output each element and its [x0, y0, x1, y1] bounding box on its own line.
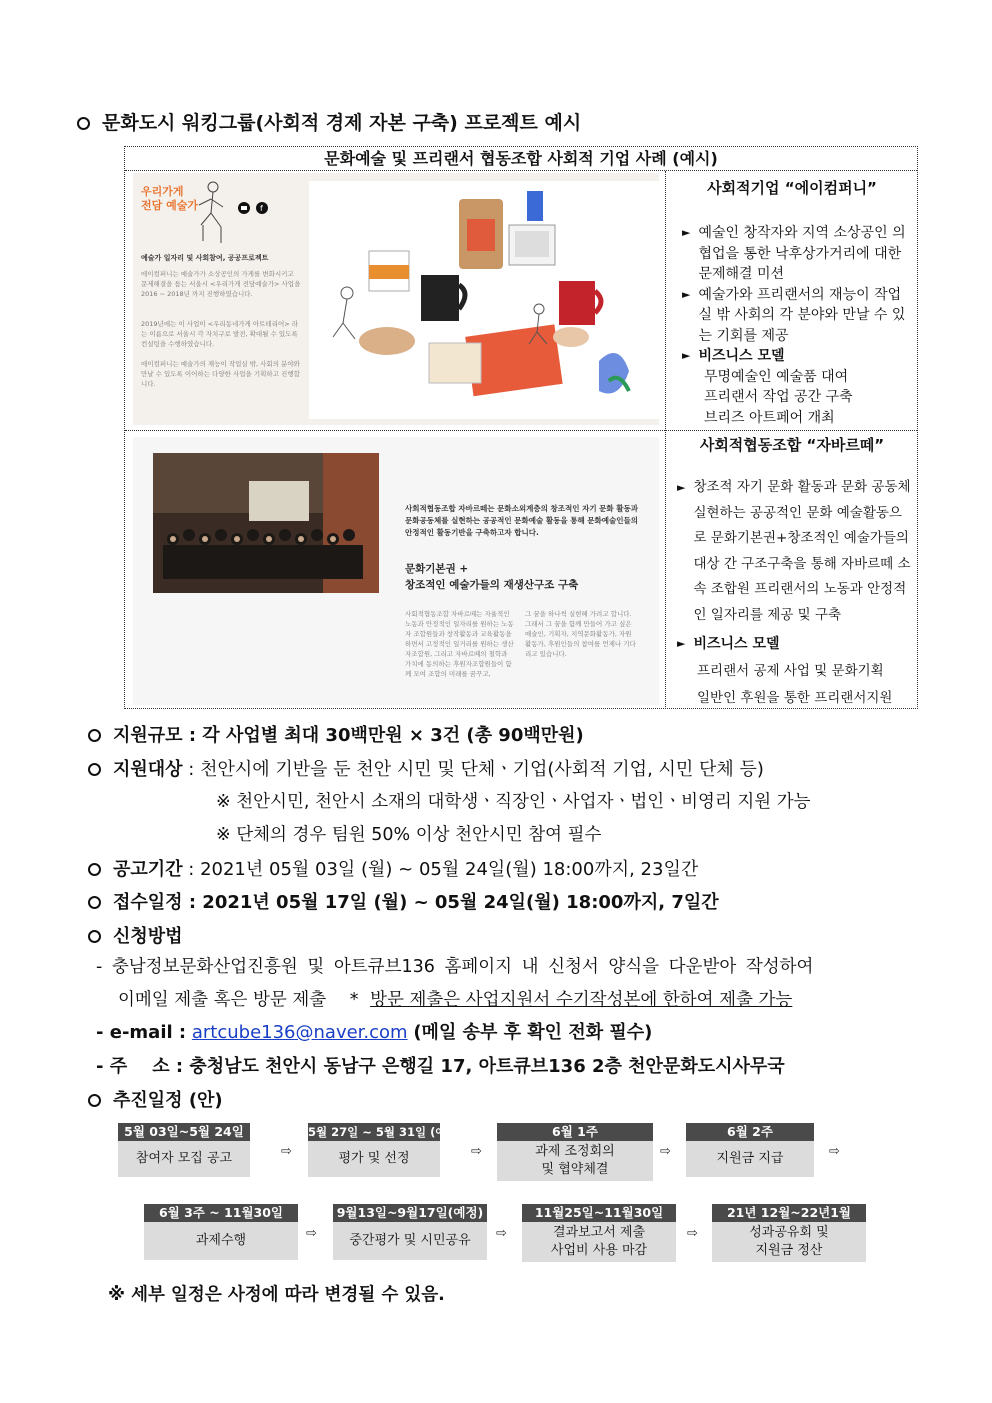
- arrow-right-icon: ⇨: [687, 1226, 698, 1241]
- announcement-row: 공고기간 : 2021년 05월 03일 (월) ~ 05월 24일(월) 18:00까지, 23일간: [88, 855, 698, 881]
- triangle-bullet-icon: ►: [682, 349, 691, 362]
- business-model-item: 프리랜서 작업 공간 구축: [704, 389, 853, 405]
- reception-row: 접수일정 : 2021년 05월 17일 (월) ~ 05월 24일(월) 18:00까지, 7일간: [88, 888, 719, 914]
- acompany-subtitle: 예술가 일자리 및 사회참여, 공공프로젝트: [141, 254, 269, 262]
- support-target-row: 지원대상 : 천안시에 기반을 둔 천안 시민 및 단체ㆍ기업(사회적 기업, 시민 단체 등): [88, 755, 764, 781]
- business-model-label: ► 비즈니스 모델: [682, 346, 910, 367]
- email-row: - e-mail : artcube136@naver.com (메일 송부 후 확인 전화 필수): [96, 1022, 653, 1043]
- svg-text:f: f: [260, 204, 263, 213]
- jabarte-heading: 문화기본권 + 창조적인 예술가들의 재생산구조 구축: [405, 563, 579, 591]
- schedule-step: [144, 1204, 298, 1260]
- business-model-item: 프리랜서 공제 사업 및 문화기획: [697, 663, 884, 679]
- acompany-para: 에이컴퍼니는 예술가가 소상공인의 가게를 변화시키고 문제해결을 돕는 서울시 <우리가게 전담예술가> 사업을 2016 ~ 2018년 까지 진행하였습니다.: [141, 270, 301, 298]
- business-model-item: 브리즈 아트페어 개최: [704, 409, 835, 426]
- schedule-heading: 추진일정 (안): [88, 1086, 223, 1112]
- apply-method-line: - 충남정보문화산업진흥원 및 아트큐브136 홈페이지 내 신청서 양식을 다운받아 작성하여: [96, 957, 814, 977]
- support-target-note: ※ 단체의 경우 팀원 50% 이상 천안시민 참여 필수: [216, 825, 602, 845]
- acompany-para: 에이컴퍼니는 예술가의 재능이 작업실 밖, 사회의 분야와 만날 수 있도록 이어하는 다양한 사업을 기획하고 진행합니다.: [141, 360, 300, 388]
- acompany-logo: 우리가게 전담 예술가: [141, 185, 198, 212]
- support-scale-row: 지원규모 : 각 사업별 최대 30백만원 × 3건 (총 90백만원): [88, 721, 584, 747]
- arrow-right-icon: ⇨: [471, 1144, 482, 1159]
- business-model-label: ► 비즈니스 모델: [677, 630, 913, 658]
- schedule-task: 평가 및 선정: [308, 1141, 440, 1177]
- schedule-step: [333, 1204, 487, 1260]
- list-item: ► 예술가와 프리랜서의 재능이 작업실 밖 사회의 각 분야와 만날 수 있는 기회를 제공: [682, 285, 910, 347]
- address-row: - 주 소 : 충청남도 천안시 동남구 은행길 17, 아트큐브136 2층 천안문화도시사무국: [96, 1056, 785, 1077]
- triangle-bullet-icon: ►: [677, 637, 686, 650]
- schedule-task: 중간평가 및 시민공유: [333, 1222, 487, 1260]
- jabarte-column: 사회적협동조합 자바르떼는 자율적인 노동과 안정적인 일자리를 원하는 노동자 조합원들과 창작활동과 교육활동을 하면서 고정적인 일거리를 원하는 생산자조합원, 그리고 자바르떼의 철학과 가치에 동의하는 후원자조합원들이 함께 모여 조합의 미래를 꿈꾸고,: [405, 610, 514, 678]
- business-model-item: 무명예술인 예술품 대여: [704, 368, 849, 385]
- circle-bullet-icon: [88, 896, 101, 909]
- circle-bullet-icon: [88, 930, 101, 943]
- jabarte-intro: 사회적협동조합 자바르떼는 문화소외계층의 창조적인 자기 문화 활동과 문화공동체를 실현하는 공공적인 문화예술 활동을 통해 문화예술인들의 안정적인 활동기반을 구축하고자 합니다.: [405, 504, 639, 537]
- arrow-right-icon: ⇨: [281, 1144, 292, 1159]
- apply-method-heading: 신청방법: [88, 922, 183, 948]
- schedule-step: [712, 1204, 866, 1262]
- list-item: ► 예술인 창작자와 지역 소상공인 의 협업을 통한 낙후상가거리에 대한 문제해결 미션: [682, 223, 910, 285]
- schedule-step: [497, 1123, 653, 1181]
- example-table: [124, 146, 918, 709]
- case2-bullets: [677, 475, 913, 712]
- schedule-task: 지원금 지급: [686, 1141, 814, 1177]
- circle-bullet-icon: [88, 863, 101, 876]
- circle-bullet-icon: [88, 729, 101, 742]
- schedule-task: 참여자 모집 공고: [118, 1141, 250, 1177]
- circle-bullet-icon: [88, 1094, 101, 1107]
- products-illustration: [309, 181, 659, 419]
- business-model-item: 일반인 후원을 통한 프리랜서지원: [697, 690, 893, 706]
- schedule-task: 과제 조정회의 및 협약체결: [497, 1141, 653, 1181]
- schedule-task: 결과보고서 제출 사업비 사용 마감: [522, 1222, 676, 1262]
- list-item: ► 창조적 자기 문화 활동과 문화 공동체 실현하는 공공적인 문화 예술활동으로 문화기본권+창조적인 예술가들의 대상 간 구조구축을 통해 자바르떼 소속 조합원 프리랜서의 노동과 안정적인 일자리를 제공 및 구축: [677, 475, 913, 628]
- arrow-right-icon: ⇨: [306, 1226, 317, 1241]
- case1-bullets: [682, 223, 910, 428]
- schedule-task: 과제수행: [144, 1222, 298, 1260]
- social-icons: [237, 201, 271, 215]
- acompany-para: 2019년에는 이 사업이 <우리동네가게 아트테리어> 라는 이름으로 서울시 각 자치구로 발전, 확대될 수 있도록 컨설팅을 수행하였습니다.: [141, 320, 299, 348]
- circle-bullet-icon: [88, 763, 101, 776]
- triangle-bullet-icon: ►: [682, 287, 691, 301]
- schedule-date: 6월 2주: [686, 1123, 814, 1141]
- apply-method-line: 이메일 제출 혹은 방문 제출 * 방문 제출은 사업지원서 수기작성본에 한하여 제출 가능: [118, 990, 793, 1010]
- circle-bullet-icon: [77, 117, 90, 130]
- schedule-task: 성과공유회 및 지원금 정산: [712, 1222, 866, 1262]
- jabarte-image: [133, 437, 659, 705]
- case1-title: 사회적기업 “에이컴퍼니”: [707, 179, 877, 197]
- schedule-step: [308, 1123, 463, 1177]
- artist-sketch-icon: [185, 179, 233, 249]
- triangle-bullet-icon: ►: [677, 481, 686, 494]
- schedule-date: 9월13일~9월17일(예정): [333, 1204, 487, 1222]
- jabarte-column: 그 꿈을 하나씩 실현해 가려고 합니다.그래서 그 꿈을 함께 만들어 가고 싶은 예술인, 기획자, 지역문화활동가, 자원활동가, 후원인들의 참여를 언제나 기다리고 있습니다.: [525, 610, 636, 658]
- example-table-header: 문화예술 및 프리랜서 협동조합 사회적 기업 사례 (예시): [125, 147, 917, 171]
- arrow-right-icon: ⇨: [496, 1226, 507, 1241]
- schedule-date: 5월 27일 ~ 5월 31일 (예정): [308, 1125, 463, 1139]
- page-heading: 문화도시 워킹그룹(사회적 경제 자본 구축) 프로젝트 예시: [77, 108, 581, 135]
- schedule-date: 21년 12월~22년1월: [712, 1204, 866, 1222]
- schedule-date: 5월 03일~5월 24일: [118, 1123, 250, 1141]
- visit-submission-note: 방문 제출은 사업지원서 수기작성본에 한하여 제출 가능: [370, 990, 793, 1010]
- table-divider: [125, 430, 917, 431]
- schedule-footnote: ※ 세부 일정은 사정에 따라 변경될 수 있음.: [108, 1285, 445, 1305]
- schedule-step: [118, 1123, 250, 1177]
- support-target-note: ※ 천안시민, 천안시 소재의 대학생ㆍ직장인ㆍ사업자ㆍ법인ㆍ비영리 지원 가능: [216, 792, 811, 812]
- email-link[interactable]: artcube136@naver.com: [191, 1022, 408, 1043]
- schedule-date: 11월25일~11월30일: [522, 1204, 676, 1222]
- arrow-right-icon: ⇨: [829, 1144, 840, 1159]
- arrow-right-icon: ⇨: [660, 1144, 671, 1159]
- acompany-image: [133, 173, 659, 425]
- schedule-date: 6월 3주 ~ 11월30일: [144, 1204, 298, 1222]
- case2-title: 사회적협동조합 “자바르떼”: [699, 436, 885, 454]
- schedule-date: 6월 1주: [497, 1123, 653, 1141]
- triangle-bullet-icon: ►: [682, 226, 691, 239]
- schedule-step: [522, 1204, 676, 1262]
- group-photo: [153, 453, 379, 593]
- schedule-step: [686, 1123, 814, 1177]
